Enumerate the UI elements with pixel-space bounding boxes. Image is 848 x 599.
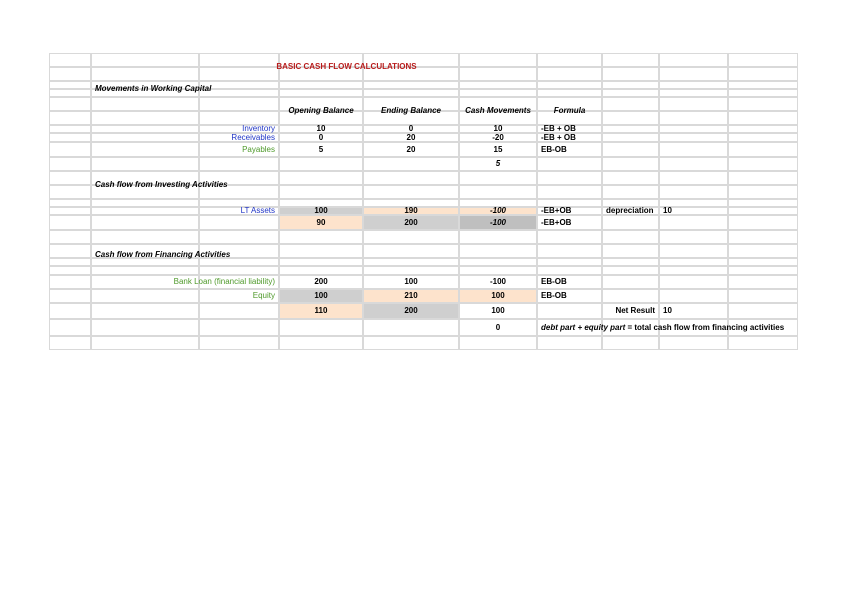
grid-cell[interactable]: [49, 336, 91, 350]
fin-total: 0: [459, 319, 537, 336]
fin-formula: EB-OB: [537, 275, 602, 289]
grid-cell[interactable]: [602, 258, 659, 266]
grid-cell[interactable]: [279, 319, 363, 336]
grid-cell[interactable]: [602, 157, 659, 171]
grid-cell[interactable]: [537, 336, 602, 350]
grid-cell[interactable]: [91, 157, 199, 171]
grid-cell[interactable]: [91, 125, 199, 133]
grid-cell[interactable]: [279, 171, 363, 185]
wc-formula: -EB + OB: [537, 125, 602, 133]
inv2-formula: -EB+OB: [537, 215, 602, 230]
grid-cell[interactable]: [537, 244, 602, 258]
fin-opening-value: 100: [279, 289, 363, 303]
grid-cell[interactable]: [459, 266, 537, 275]
grid-cell[interactable]: [728, 111, 798, 125]
grid-cell[interactable]: [659, 275, 728, 289]
wc-movement-value: -20: [459, 133, 537, 142]
grid-cell[interactable]: [602, 111, 659, 125]
wc-movement-value: 15: [459, 142, 537, 157]
net-result-label: Net Result: [602, 303, 659, 319]
grid-cell[interactable]: [49, 185, 91, 199]
grid-cell[interactable]: [602, 230, 659, 244]
grid-cell[interactable]: [49, 67, 91, 81]
sheet-title: BASIC CASH FLOW CALCULATIONS: [91, 53, 602, 81]
grid-cell[interactable]: [537, 230, 602, 244]
grid-cell[interactable]: [659, 185, 728, 199]
grid-cell[interactable]: [91, 336, 199, 350]
fin-formula: EB-OB: [537, 289, 602, 303]
grid-cell[interactable]: [728, 207, 798, 215]
grid-cell[interactable]: [659, 81, 728, 89]
grid-cell[interactable]: [602, 171, 659, 185]
grid-cell[interactable]: [659, 97, 728, 111]
grid-cell[interactable]: [91, 97, 199, 111]
wc-row-label: Payables: [199, 142, 279, 157]
grid-cell[interactable]: [459, 258, 537, 266]
grid-cell[interactable]: [537, 266, 602, 275]
grid-cell[interactable]: [728, 133, 798, 142]
grid-cell[interactable]: [199, 319, 279, 336]
grid-cell[interactable]: [49, 207, 91, 215]
grid-cell[interactable]: [279, 244, 363, 258]
inv2-opening-value: 90: [279, 215, 363, 230]
grid-cell[interactable]: [728, 266, 798, 275]
grid-cell[interactable]: [659, 133, 728, 142]
depreciation-label: depreciation: [602, 207, 659, 215]
grid-cell[interactable]: [363, 230, 459, 244]
grid-cell[interactable]: [363, 266, 459, 275]
grid-cell[interactable]: [728, 81, 798, 89]
wc-opening-value: 0: [279, 133, 363, 142]
grid-cell[interactable]: [199, 336, 279, 350]
inv2-ending-value: 200: [363, 215, 459, 230]
fin-ending-value: 100: [363, 275, 459, 289]
grid-cell[interactable]: [363, 258, 459, 266]
grid-cell[interactable]: [728, 171, 798, 185]
grid-cell[interactable]: [199, 97, 279, 111]
grid-cell[interactable]: [363, 89, 459, 97]
inv-row-label: LT Assets: [199, 207, 279, 215]
grid-cell[interactable]: [659, 336, 728, 350]
inv-opening-value: 100: [279, 207, 363, 215]
grid-cell[interactable]: [199, 230, 279, 244]
grid-cell[interactable]: [279, 230, 363, 244]
grid-cell[interactable]: [49, 81, 91, 89]
grid-cell[interactable]: [363, 244, 459, 258]
grid-cell[interactable]: [199, 266, 279, 275]
grid-cell[interactable]: [363, 157, 459, 171]
inv-movement-value: -100: [459, 207, 537, 215]
grid-cell[interactable]: [602, 142, 659, 157]
grid-cell[interactable]: [728, 289, 798, 303]
net-result-value: 10: [659, 303, 728, 319]
depreciation-value: 10: [659, 207, 728, 215]
grid-cell[interactable]: [537, 89, 602, 97]
grid-cell[interactable]: [728, 125, 798, 133]
grid-cell[interactable]: [659, 171, 728, 185]
grid-cell[interactable]: [363, 336, 459, 350]
section-title-working-capital: Movements in Working Capital: [91, 81, 279, 97]
wc-ending-value: 20: [363, 133, 459, 142]
grid-cell[interactable]: [91, 289, 199, 303]
grid-cell[interactable]: [91, 266, 199, 275]
wc-opening-value: 10: [279, 125, 363, 133]
wc-formula: EB-OB: [537, 142, 602, 157]
grid-cell[interactable]: [602, 244, 659, 258]
grid-cell[interactable]: [279, 266, 363, 275]
spreadsheet-grid: [49, 53, 798, 350]
grid-cell[interactable]: [659, 142, 728, 157]
inv-formula: -EB+OB: [537, 207, 602, 215]
grid-cell[interactable]: [459, 185, 537, 199]
grid-cell[interactable]: [659, 244, 728, 258]
grid-cell[interactable]: [91, 111, 199, 125]
grid-cell[interactable]: [91, 133, 199, 142]
grid-cell[interactable]: [602, 185, 659, 199]
fin-sum-opening: 110: [279, 303, 363, 319]
fin-movement-value: 100: [459, 289, 537, 303]
grid-cell[interactable]: [199, 303, 279, 319]
grid-cell[interactable]: [279, 336, 363, 350]
grid-cell[interactable]: [49, 89, 91, 97]
grid-cell[interactable]: [537, 258, 602, 266]
grid-cell[interactable]: [659, 215, 728, 230]
header-ending-balance: Ending Balance: [363, 97, 459, 125]
grid-cell[interactable]: [602, 336, 659, 350]
grid-cell[interactable]: [459, 81, 537, 89]
grid-cell[interactable]: [602, 53, 659, 67]
grid-cell[interactable]: [602, 289, 659, 303]
grid-cell[interactable]: [602, 97, 659, 111]
grid-cell[interactable]: [728, 303, 798, 319]
fin-row-label: Equity: [199, 289, 279, 303]
grid-cell[interactable]: [728, 157, 798, 171]
grid-cell[interactable]: [459, 171, 537, 185]
grid-cell[interactable]: [49, 289, 91, 303]
grid-cell[interactable]: [199, 215, 279, 230]
grid-cell[interactable]: [199, 157, 279, 171]
section-title-financing: Cash flow from Financing Activities: [91, 244, 279, 266]
grid-cell[interactable]: [659, 157, 728, 171]
grid-cell[interactable]: [91, 199, 199, 207]
grid-cell[interactable]: [728, 199, 798, 207]
grid-cell[interactable]: [279, 89, 363, 97]
fin-sum-movement: 100: [459, 303, 537, 319]
grid-cell[interactable]: [49, 303, 91, 319]
grid-cell[interactable]: [363, 319, 459, 336]
wc-row-label: Receivables: [199, 133, 279, 142]
grid-cell[interactable]: [728, 142, 798, 157]
grid-cell[interactable]: [91, 230, 199, 244]
grid-cell[interactable]: [659, 258, 728, 266]
grid-cell[interactable]: [659, 67, 728, 81]
inv-ending-value: 190: [363, 207, 459, 215]
grid-cell[interactable]: [537, 303, 602, 319]
grid-cell[interactable]: [49, 171, 91, 185]
grid-cell[interactable]: [363, 185, 459, 199]
fin-movement-value: -100: [459, 275, 537, 289]
fin-ending-value: 210: [363, 289, 459, 303]
wc-total: 5: [459, 157, 537, 171]
grid-cell[interactable]: [728, 53, 798, 67]
wc-movement-value: 10: [459, 125, 537, 133]
grid-cell[interactable]: [728, 230, 798, 244]
grid-cell[interactable]: [49, 133, 91, 142]
grid-cell[interactable]: [728, 215, 798, 230]
wc-formula: -EB + OB: [537, 133, 602, 142]
grid-cell[interactable]: [659, 289, 728, 303]
grid-cell[interactable]: [459, 89, 537, 97]
financing-note: [537, 319, 798, 336]
grid-cell[interactable]: [602, 266, 659, 275]
fin-row-label: Bank Loan (financial liability): [91, 275, 279, 289]
grid-cell[interactable]: [602, 125, 659, 133]
header-formula: Formula: [537, 97, 602, 125]
wc-row-label: Inventory: [199, 125, 279, 133]
grid-cell[interactable]: [602, 275, 659, 289]
grid-cell[interactable]: [49, 142, 91, 157]
grid-cell[interactable]: [728, 275, 798, 289]
grid-cell[interactable]: [49, 275, 91, 289]
grid-cell[interactable]: [49, 266, 91, 275]
grid-cell[interactable]: [49, 53, 91, 67]
grid-cell[interactable]: [537, 171, 602, 185]
grid-cell[interactable]: [728, 67, 798, 81]
grid-cell[interactable]: [602, 89, 659, 97]
grid-cell[interactable]: [537, 81, 602, 89]
header-opening-balance: Opening Balance: [279, 97, 363, 125]
grid-cell[interactable]: [49, 97, 91, 111]
section-title-investing: Cash flow from Investing Activities: [91, 171, 279, 199]
grid-cell[interactable]: [728, 97, 798, 111]
grid-cell[interactable]: [279, 185, 363, 199]
grid-cell[interactable]: [49, 230, 91, 244]
fin-opening-value: 200: [279, 275, 363, 289]
grid-cell[interactable]: [49, 157, 91, 171]
grid-cell[interactable]: [49, 111, 91, 125]
grid-cell[interactable]: [459, 230, 537, 244]
grid-cell[interactable]: [459, 244, 537, 258]
grid-cell[interactable]: [91, 215, 199, 230]
grid-cell[interactable]: [279, 258, 363, 266]
grid-cell[interactable]: [659, 53, 728, 67]
inv2-movement-value: -100: [459, 215, 537, 230]
grid-cell[interactable]: [91, 142, 199, 157]
grid-cell[interactable]: [49, 215, 91, 230]
grid-cell[interactable]: [459, 336, 537, 350]
grid-cell[interactable]: [91, 207, 199, 215]
grid-cell[interactable]: [91, 319, 199, 336]
grid-cell[interactable]: [49, 244, 91, 258]
grid-cell[interactable]: [728, 336, 798, 350]
header-cash-movements: Cash Movements: [459, 97, 537, 125]
grid-cell[interactable]: [659, 111, 728, 125]
grid-cell[interactable]: [537, 157, 602, 171]
grid-cell[interactable]: [728, 185, 798, 199]
grid-cell[interactable]: [199, 111, 279, 125]
grid-cell[interactable]: [659, 89, 728, 97]
grid-cell[interactable]: [279, 157, 363, 171]
grid-cell[interactable]: [49, 125, 91, 133]
grid-cell[interactable]: [602, 67, 659, 81]
grid-cell[interactable]: [537, 185, 602, 199]
grid-cell[interactable]: [363, 171, 459, 185]
fin-sum-ending: 200: [363, 303, 459, 319]
wc-ending-value: 20: [363, 142, 459, 157]
grid-cell[interactable]: [279, 81, 363, 89]
grid-cell[interactable]: [91, 303, 199, 319]
financing-note-italic: debt part + equity part: [541, 322, 626, 332]
grid-cell[interactable]: [602, 215, 659, 230]
grid-cell[interactable]: [49, 199, 91, 207]
grid-cell[interactable]: [659, 266, 728, 275]
grid-cell[interactable]: [659, 125, 728, 133]
grid-cell[interactable]: [728, 258, 798, 266]
wc-ending-value: 0: [363, 125, 459, 133]
grid-cell[interactable]: [728, 244, 798, 258]
grid-cell[interactable]: [602, 133, 659, 142]
grid-cell[interactable]: [49, 258, 91, 266]
wc-opening-value: 5: [279, 142, 363, 157]
grid-cell[interactable]: [49, 319, 91, 336]
grid-cell[interactable]: [728, 89, 798, 97]
financing-note-rest: = total cash flow from financing activities: [625, 322, 785, 332]
grid-cell[interactable]: [363, 81, 459, 89]
grid-cell[interactable]: [602, 81, 659, 89]
grid-cell[interactable]: [659, 230, 728, 244]
